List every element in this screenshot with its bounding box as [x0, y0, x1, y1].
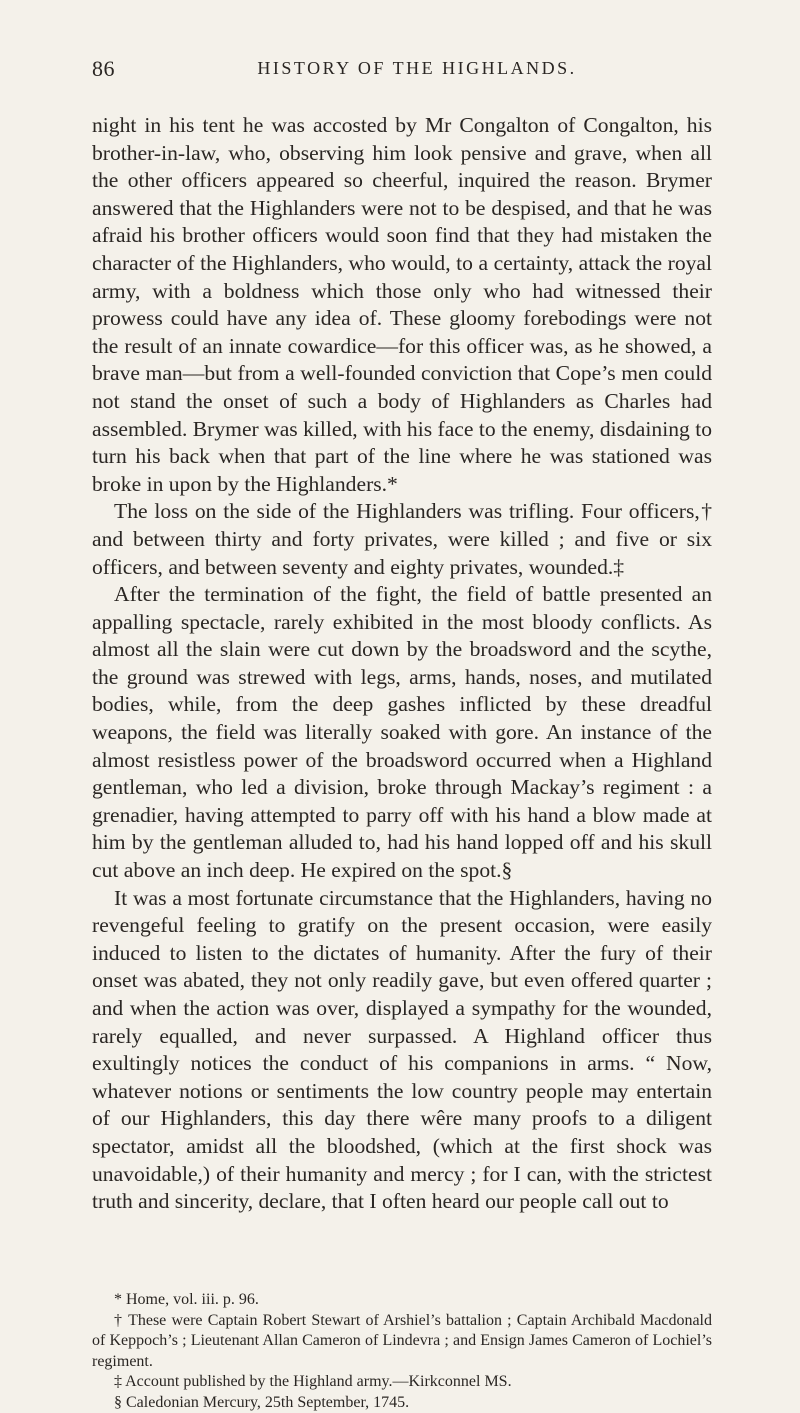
page-header — [92, 56, 712, 84]
running-head: HISTORY OF THE HIGHLANDS. — [92, 58, 712, 79]
body-text — [92, 112, 712, 1216]
paragraph: night in his tent he was accosted by Mr Congalton of Congalton, his brother-in-law, who, observing him look pensive and grave, when all the other officers appeared so cheerful, inquired the reason. Brymer answered that the Highlanders were not to be despised, and that he was afraid his brother officers would soon find that they had mistaken the character of the Highlanders, who would, to a certainty, attack the royal army, with a boldness which those only who had witnessed their prowess could have any idea of. These gloomy forebodings were not the result of an innate cowardice—for this officer was, as he showed, a brave man—but from a well-founded conviction that Cope’s men could not stand the onset of such a body of Highlanders as Charles had assembled. Brymer was killed, with his face to the enemy, disdaining to turn his back when that part of the line where he was stationed was broke in upon by the Highlanders.* — [92, 112, 712, 498]
footnote: ‡ Account published by the Highland army.—Kirkconnel MS. — [92, 1372, 712, 1393]
footnotes — [92, 1290, 712, 1413]
page-number: 86 — [92, 56, 115, 82]
paragraph: It was a most fortunate circumstance that the Highlanders, having no revengeful feeling to gratify on the present occasion, were easily induced to listen to the dictates of humanity. After the fury of their onset was abated, they not only readily gave, but even offered quarter ; and when the action was over, displayed a sympathy for the wounded, rarely equalled, and never surpassed. A Highland officer thus exultingly notices the conduct of his companions in arms. “ Now, whatever notions or sentiments the low country people may entertain of our Highlanders, this day there wêre many proofs to a diligent spectator, amidst all the bloodshed, (which at the first shock was unavoidable,) of their humanity and mercy ; for I can, with the strictest truth and sincerity, declare, that I often heard our people call out to — [92, 885, 712, 1216]
footnote: * Home, vol. iii. p. 96. — [92, 1290, 712, 1311]
footnote: † These were Captain Robert Stewart of Arshiel’s battalion ; Captain Archibald Macdonald of Keppoch’s ; Lieutenant Allan Cameron of Lindevra ; and Ensign James Cameron of Lochiel’s regiment. — [92, 1311, 712, 1373]
footnote: § Caledonian Mercury, 25th September, 1745. — [92, 1393, 712, 1413]
paragraph: After the termination of the fight, the field of battle presented an appalling spectacle, rarely exhibited in the most bloody conflicts. As almost all the slain were cut down by the broadsword and the scythe, the ground was strewed with legs, arms, hands, noses, and mutilated bodies, while, from the deep gashes inflicted by these dreadful weapons, the field was literally soaked with gore. An instance of the almost resistless power of the broadsword occurred when a Highland gentleman, who led a division, broke through Mackay’s regiment : a grenadier, having attempted to parry off with his hand a blow made at him by the gentleman alluded to, had his hand lopped off and his skull cut above an inch deep. He expired on the spot.§ — [92, 581, 712, 885]
paragraph: The loss on the side of the Highlanders was trifling. Four officers,† and between thirty and forty privates, were killed ; and five or six officers, and between seventy and eighty privates, wounded.‡ — [92, 498, 712, 581]
